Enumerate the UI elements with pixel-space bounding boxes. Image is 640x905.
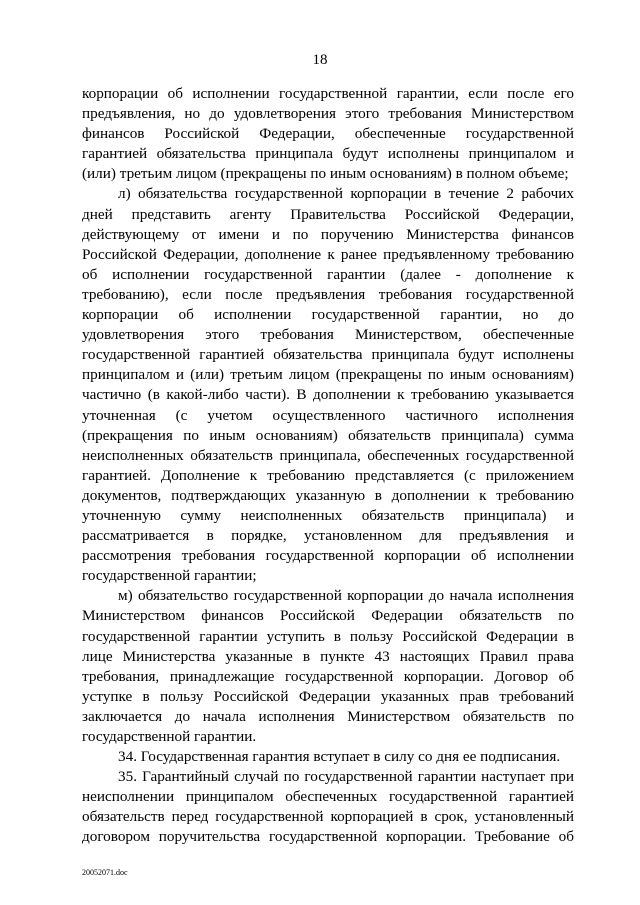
text-line: требованию), если после предъявления требования государственной <box>82 285 574 303</box>
text-line: Российской Федерации, дополнение к ранее предъявленному требованию <box>82 245 574 263</box>
text-line: предъявления, но до удовлетворения этого требования Министерством <box>82 105 574 123</box>
text-line: неисполненных обязательств принципала, обеспеченных государственной <box>82 446 574 464</box>
text-line: государственной гарантией обязательства принципала будут исполнены <box>82 346 574 364</box>
text-line: государственной гарантии; <box>82 567 257 585</box>
footer-filename: 20052071.doc <box>82 868 128 877</box>
text-line: (или) третьим лицом (прекращены по иным основаниям) в полном объеме; <box>82 165 569 183</box>
text-line: уточненная (с учетом осуществленного частичного исполнения <box>82 406 574 424</box>
text-line: об исполнении государственной гарантии (далее - дополнение к <box>82 265 574 283</box>
text-line: неисполнении принципалом обеспеченных государственной гарантией <box>82 788 574 806</box>
text-line: (прекращения по иным основаниям) обязательств принципала) сумма <box>82 426 574 444</box>
text-line: документов, подтверждающих указанную в дополнении к требованию <box>82 486 574 504</box>
text-line: л) обязательства государственной корпорации в течение 2 рабочих <box>118 185 574 203</box>
text-line: дней представить агенту Правительства Российской Федерации, <box>82 205 574 223</box>
text-line: корпорации об исполнении государственной гарантии, если после его <box>82 85 574 102</box>
text-line: обязательств перед государственной корпорацией в срок, установленный <box>82 808 574 826</box>
text-line: м) обязательство государственной корпорации до начала исполнения <box>118 587 574 605</box>
text-line: Министерством финансов Российской Федерации обязательств по <box>82 607 574 625</box>
text-line: частично (в какой-либо части). В дополнении к требованию указывается <box>82 386 574 404</box>
text-line: рассматривается в порядке, установленном для предъявления и <box>82 527 574 545</box>
text-line: принципалом и (или) третьим лицом (прекращены по иным основаниям) <box>82 366 574 384</box>
body-text <box>82 84 574 848</box>
text-line: государственной гарантии. <box>82 728 257 745</box>
text-line: гарантией. Дополнение к требованию представляется (с приложением <box>82 466 574 484</box>
text-line: 35. Гарантийный случай по государственной гарантии наступает при <box>118 768 574 786</box>
text-line: заключается до начала исполнения Министерством обязательств по <box>82 707 574 725</box>
text-line: действующему от имени и по поручению Министерства финансов <box>82 225 574 243</box>
text-line: корпорации об исполнении государственной гарантии, но до <box>82 306 574 324</box>
page-number: 18 <box>312 52 328 68</box>
text-line: требования, принадлежащие государственной корпорации. Договор об <box>82 667 574 685</box>
text-line: уточненную сумму неисполненных обязательств принципала) и <box>82 506 574 524</box>
text-line: рассмотрения требования государственной корпорации об исполнении <box>82 547 574 565</box>
text-line: государственной гарантии уступить в пользу Российской Федерации в <box>82 627 574 645</box>
text-line: гарантией обязательства принципала будут исполнены принципалом и <box>82 145 574 163</box>
text-line: уступке в пользу Российской Федерации указанных прав требований <box>82 687 574 705</box>
text-line: лице Министерства указанные в пункте 43 настоящих Правил права <box>82 647 574 665</box>
text-line: финансов Российской Федерации, обеспеченные государственной <box>82 125 574 143</box>
text-line: 34. Государственная гарантия вступает в силу со дня ее подписания. <box>118 748 561 766</box>
text-line: удовлетворения этого требования Министерством, обеспеченные <box>82 326 574 344</box>
text-line: договором поручительства государственной корпорации. Требование об <box>82 828 574 846</box>
